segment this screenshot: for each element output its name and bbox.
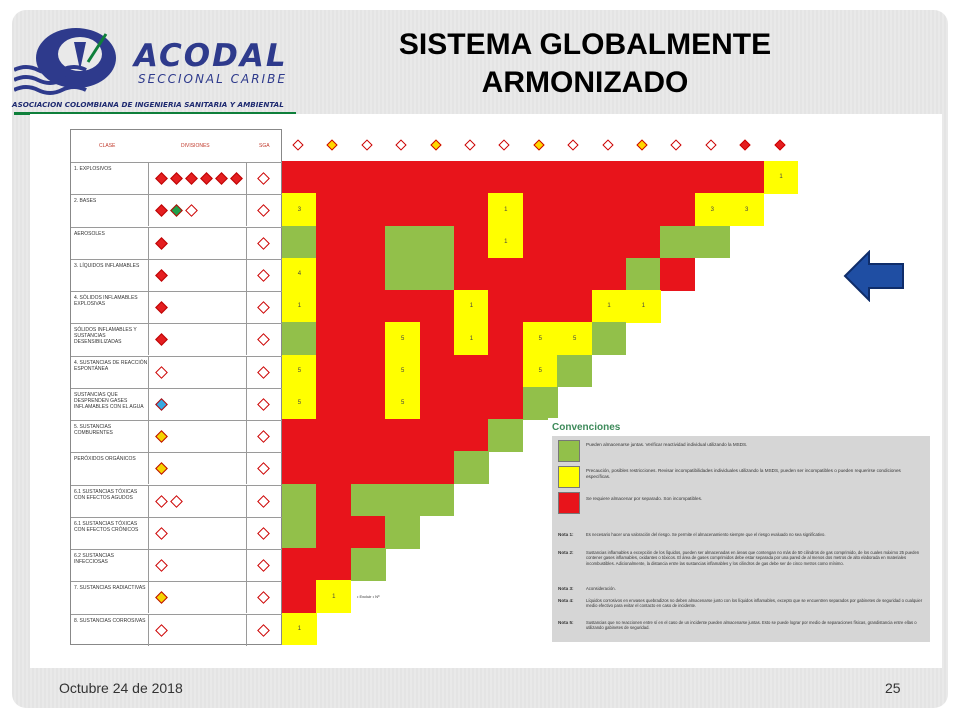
conventions-title: Convenciones bbox=[552, 422, 621, 433]
matrix-cell: 3 bbox=[695, 193, 730, 226]
column-pictogram-icon bbox=[361, 139, 372, 150]
title-line-1: SISTEMA GLOBALMENTE bbox=[398, 28, 772, 61]
hazard-pictogram-icon bbox=[155, 398, 168, 411]
row-divisions bbox=[149, 324, 247, 355]
matrix-cell bbox=[454, 387, 489, 420]
matrix-cell bbox=[592, 258, 627, 291]
sga-pictogram-icon bbox=[257, 462, 270, 475]
matrix-cell bbox=[351, 451, 386, 484]
row-sga bbox=[247, 324, 283, 355]
row-class-label: 4. SÓLIDOS INFLAMABLES EXPLOSIVAS bbox=[71, 292, 149, 323]
matrix-cell bbox=[420, 290, 455, 323]
row-class-label: 3. LÍQUIDOS INFLAMABLES bbox=[71, 260, 149, 291]
matrix-cell bbox=[385, 516, 420, 549]
matrix-cell bbox=[316, 193, 351, 226]
legend-text-yellow: Precaución, posibles restricciones. Revisar incompatibilidades individuales utilizando la MSDS, pueden ser incompatibles o pueden requerirse condiciones específicas. bbox=[586, 468, 901, 479]
matrix-cell bbox=[557, 161, 592, 194]
sga-pictogram-icon bbox=[257, 430, 270, 443]
matrix-cell: 3 bbox=[729, 193, 764, 226]
hazard-pictogram-icon bbox=[155, 591, 168, 604]
row-sga bbox=[247, 292, 283, 323]
sga-pictogram-icon bbox=[257, 624, 270, 637]
matrix-cell bbox=[316, 258, 351, 291]
row-class-label: PERÓXIDOS ORGÁNICOS bbox=[71, 453, 149, 484]
row-divisions bbox=[149, 550, 247, 581]
matrix-cell bbox=[488, 355, 523, 388]
matrix-cell bbox=[695, 161, 730, 194]
column-pictogram-icon bbox=[671, 139, 682, 150]
sga-pictogram-icon bbox=[257, 495, 270, 508]
table-row bbox=[71, 259, 283, 291]
sga-pictogram-icon bbox=[257, 398, 270, 411]
sga-pictogram-icon bbox=[257, 333, 270, 346]
sga-pictogram-icon bbox=[257, 269, 270, 282]
matrix-cell bbox=[351, 258, 386, 291]
matrix-cell bbox=[420, 226, 455, 259]
matrix-cell bbox=[316, 161, 351, 194]
hazard-pictogram-icon bbox=[155, 172, 168, 185]
column-pictogram-icon bbox=[740, 139, 751, 150]
footer-date: Octubre 24 de 2018 bbox=[59, 680, 183, 696]
matrix-cell bbox=[420, 484, 455, 517]
column-pictogram-icon bbox=[499, 139, 510, 150]
matrix-cell bbox=[523, 290, 558, 323]
matrix-cell bbox=[385, 161, 420, 194]
row-divisions bbox=[149, 518, 247, 549]
table-row bbox=[71, 356, 283, 388]
hazard-pictogram-icon bbox=[230, 172, 243, 185]
row-sga bbox=[247, 615, 283, 646]
matrix-cell: 1 bbox=[454, 290, 489, 323]
matrix-cell bbox=[351, 419, 386, 452]
hazard-pictogram-icon bbox=[155, 366, 168, 379]
matrix-cell bbox=[316, 322, 351, 355]
hazard-pictogram-icon bbox=[155, 462, 168, 475]
title-line-2: ARMONIZADO bbox=[481, 66, 689, 99]
matrix-cell bbox=[316, 516, 351, 549]
row-divisions bbox=[149, 163, 247, 194]
table-header bbox=[71, 130, 283, 162]
row-class-label: SUSTANCIAS QUE DESPRENDEN GASES INFLAMABLES CON EL AGUA bbox=[71, 389, 149, 420]
matrix-cell bbox=[454, 451, 489, 484]
column-pictogram-icon bbox=[396, 139, 407, 150]
row-sga bbox=[247, 453, 283, 484]
matrix-cell bbox=[660, 226, 695, 259]
matrix-cell bbox=[626, 161, 661, 194]
row-class-label: AEROSOLES bbox=[71, 228, 149, 259]
matrix-cell bbox=[523, 193, 558, 226]
matrix-cell bbox=[660, 193, 695, 226]
matrix-cell bbox=[316, 290, 351, 323]
matrix-cell bbox=[351, 290, 386, 323]
hazard-pictogram-icon bbox=[155, 624, 168, 637]
matrix-cell bbox=[282, 226, 317, 259]
matrix-cell bbox=[626, 226, 661, 259]
conventions-box bbox=[552, 436, 930, 642]
matrix-cell bbox=[420, 355, 455, 388]
row-sga bbox=[247, 518, 283, 549]
row-class-label: SÓLIDOS INFLAMABLES Y SUSTANCIAS DESENSIBILIZADAS bbox=[71, 324, 149, 355]
sga-pictogram-icon bbox=[257, 301, 270, 314]
matrix-cell bbox=[523, 258, 558, 291]
legend-swatch-red bbox=[558, 492, 580, 514]
matrix-cell bbox=[282, 451, 317, 484]
hazard-pictogram-icon bbox=[155, 527, 168, 540]
column-pictogram-icon bbox=[602, 139, 613, 150]
note-1-label: Nota 1: bbox=[558, 532, 574, 537]
legend-swatch-green bbox=[558, 440, 580, 462]
matrix-cell bbox=[454, 419, 489, 452]
matrix-cell bbox=[488, 322, 523, 355]
matrix-cell: 5 bbox=[523, 355, 558, 388]
row-sga bbox=[247, 550, 283, 581]
matrix-cell: 1 bbox=[282, 290, 317, 323]
matrix-cell bbox=[385, 419, 420, 452]
note-2-text: Sustancias inflamables a excepción de los líquidos, pueden ser almacenadas en áreas que contengan no más de 50 cilindros de gas comprimido, de los cuales máximo 25 pueden contener gases inflamables, oxidantes o tóxicos. El área de gases comprimidos debe estar separada por una pared de al menos dos metros de alto elaborada en materiales incombustibles. Adicionalmente, la distancia entre las sustancias inflamables y los cilindros de gas debe ser de cinco metros como mínimo. bbox=[586, 550, 920, 566]
hazard-pictogram-icon bbox=[170, 172, 183, 185]
hazard-pictogram-icon bbox=[170, 495, 183, 508]
matrix-cell bbox=[523, 226, 558, 259]
column-pictogram-icon bbox=[327, 139, 338, 150]
note-4-label: Nota 4: bbox=[558, 598, 574, 603]
matrix-cell bbox=[488, 161, 523, 194]
matrix-cell bbox=[385, 484, 420, 517]
hazard-pictogram-icon bbox=[155, 269, 168, 282]
matrix-cell bbox=[660, 161, 695, 194]
matrix-cell bbox=[351, 322, 386, 355]
table-row bbox=[71, 549, 283, 581]
matrix-cell bbox=[385, 451, 420, 484]
matrix-cell bbox=[454, 355, 489, 388]
matrix-cell bbox=[316, 548, 351, 581]
matrix-cell: 1 bbox=[764, 161, 799, 194]
row-sga bbox=[247, 163, 283, 194]
header-divisiones: DIVISIONES bbox=[181, 143, 210, 149]
hazard-pictogram-icon bbox=[215, 172, 228, 185]
legend-swatch-yellow bbox=[558, 466, 580, 488]
matrix-cell bbox=[385, 258, 420, 291]
row-divisions bbox=[149, 421, 247, 452]
matrix-cell: 5 bbox=[523, 322, 558, 355]
sga-pictogram-icon bbox=[257, 591, 270, 604]
hazard-pictogram-icon bbox=[155, 333, 168, 346]
matrix-cell: 5 bbox=[385, 355, 420, 388]
sga-pictogram-icon bbox=[257, 559, 270, 572]
table-row bbox=[71, 388, 283, 420]
acodal-emblem-icon bbox=[14, 24, 134, 104]
matrix-cell: 3 bbox=[282, 193, 317, 226]
column-pictogram-icon bbox=[430, 139, 441, 150]
column-pictogram-icon bbox=[636, 139, 647, 150]
matrix-cell bbox=[385, 290, 420, 323]
matrix-cell bbox=[488, 387, 523, 420]
matrix-cell bbox=[316, 387, 351, 420]
matrix-cell bbox=[592, 193, 627, 226]
column-pictogram-icon bbox=[568, 139, 579, 150]
legend-text-red: Se requiere almacenar por separado. Son incompatibles. bbox=[586, 496, 703, 501]
matrix-cell bbox=[351, 548, 386, 581]
matrix-cell: 5 bbox=[385, 322, 420, 355]
table-row bbox=[71, 452, 283, 484]
row-class-label: 6.1 SUSTANCIAS TÓXICAS CON EFECTOS CRÓNICOS bbox=[71, 518, 149, 549]
matrix-cell bbox=[316, 451, 351, 484]
matrix-cell: 1 bbox=[488, 226, 523, 259]
table-row bbox=[71, 227, 283, 259]
row-class-label: 6.1 SUSTANCIAS TÓXICAS CON EFECTOS AGUDOS bbox=[71, 486, 149, 517]
matrix-cell bbox=[420, 258, 455, 291]
column-pictogram-icon bbox=[464, 139, 475, 150]
note-2-label: Nota 2: bbox=[558, 550, 574, 555]
left-arrow-icon bbox=[843, 250, 905, 302]
hazard-pictogram-icon bbox=[155, 430, 168, 443]
matrix-cell bbox=[420, 161, 455, 194]
matrix-cell bbox=[557, 226, 592, 259]
table-row bbox=[71, 614, 283, 646]
excluir-annotation: • Excluir • Nº bbox=[357, 594, 380, 599]
matrix-cell bbox=[592, 161, 627, 194]
hazard-pictogram-icon bbox=[185, 172, 198, 185]
matrix-cell bbox=[557, 290, 592, 323]
matrix-cell bbox=[420, 419, 455, 452]
matrix-cell bbox=[454, 258, 489, 291]
matrix-cell: 1 bbox=[454, 322, 489, 355]
matrix-cell bbox=[626, 258, 661, 291]
matrix-cell bbox=[420, 451, 455, 484]
matrix-cell bbox=[316, 419, 351, 452]
matrix-cell bbox=[626, 193, 661, 226]
matrix-cell bbox=[282, 516, 317, 549]
table-row bbox=[71, 194, 283, 226]
row-class-label: 8. SUSTANCIAS CORROSIVAS bbox=[71, 615, 149, 646]
matrix-cell: 5 bbox=[282, 355, 317, 388]
row-divisions bbox=[149, 195, 247, 226]
row-sga bbox=[247, 195, 283, 226]
matrix-cell bbox=[454, 193, 489, 226]
sga-pictogram-icon bbox=[257, 237, 270, 250]
matrix-cell bbox=[660, 258, 695, 291]
matrix-cell bbox=[488, 419, 523, 452]
matrix-cell: 1 bbox=[488, 193, 523, 226]
matrix-cell bbox=[592, 226, 627, 259]
matrix-cell bbox=[557, 355, 592, 388]
row-sga bbox=[247, 389, 283, 420]
matrix-cell bbox=[695, 226, 730, 259]
hazard-pictogram-icon bbox=[155, 495, 168, 508]
column-pictogram-icon bbox=[705, 139, 716, 150]
matrix-cell bbox=[592, 322, 627, 355]
matrix-cell bbox=[385, 226, 420, 259]
matrix-cell bbox=[351, 193, 386, 226]
matrix-cell bbox=[454, 161, 489, 194]
matrix-cell bbox=[351, 355, 386, 388]
matrix-cell: 1 bbox=[316, 580, 351, 613]
logo-caption: ASOCIACION COLOMBIANA DE INGENIERIA SANITARIA Y AMBIENTAL bbox=[12, 100, 284, 109]
matrix-cell bbox=[488, 290, 523, 323]
table-row bbox=[71, 323, 283, 355]
row-class-label: 4. SUSTANCIAS DE REACCIÓN ESPONTÁNEA bbox=[71, 357, 149, 388]
header-sga: SGA bbox=[259, 143, 270, 149]
row-class-label: 5. SUSTANCIAS COMBURENTES bbox=[71, 421, 149, 452]
legend-text-green: Pueden almacenarse juntas. Verificar reactividad individual utilizando la MSDS. bbox=[586, 442, 748, 447]
matrix-cell bbox=[523, 161, 558, 194]
note-3-text: Aconsideración. bbox=[586, 586, 616, 591]
table-row bbox=[71, 420, 283, 452]
header-clase: CLASE bbox=[99, 143, 116, 149]
matrix-cell bbox=[729, 161, 764, 194]
matrix-cell bbox=[557, 193, 592, 226]
matrix-cell bbox=[351, 387, 386, 420]
table-row bbox=[71, 162, 283, 194]
hazard-pictogram-icon bbox=[155, 204, 168, 217]
note-5-text: Sustancias que no reaccionen entre sí en el caso de un incidente pueden almacenarse juntas. Esto se puede lograr por medio de separaciones físicas, grandistancia entre ellas o utilizando gabinetes de seguridad. bbox=[586, 620, 917, 631]
matrix-cell bbox=[282, 322, 317, 355]
matrix-cell bbox=[488, 258, 523, 291]
matrix-cell: 1 bbox=[282, 613, 317, 646]
hazard-pictogram-icon bbox=[185, 204, 198, 217]
row-divisions bbox=[149, 453, 247, 484]
matrix-cell bbox=[420, 322, 455, 355]
table-row bbox=[71, 485, 283, 517]
row-divisions bbox=[149, 228, 247, 259]
column-pictogram-icon bbox=[774, 139, 785, 150]
matrix-cell bbox=[351, 161, 386, 194]
matrix-cell: 5 bbox=[282, 387, 317, 420]
table-row bbox=[71, 581, 283, 613]
matrix-cell bbox=[282, 419, 317, 452]
row-sga bbox=[247, 486, 283, 517]
matrix-cell bbox=[316, 226, 351, 259]
row-sga bbox=[247, 357, 283, 388]
table-row bbox=[71, 517, 283, 549]
matrix-cell bbox=[454, 226, 489, 259]
row-class-label: 7. SUSTANCIAS RADIACTIVAS bbox=[71, 582, 149, 613]
conventions-panel bbox=[548, 418, 932, 644]
row-class-label: 1. EXPLOSIVOS bbox=[71, 163, 149, 194]
matrix-cell: 5 bbox=[557, 322, 592, 355]
classes-table bbox=[70, 129, 282, 645]
row-divisions bbox=[149, 260, 247, 291]
column-pictogram-icon bbox=[533, 139, 544, 150]
matrix-cell: 1 bbox=[592, 290, 627, 323]
sga-pictogram-icon bbox=[257, 172, 270, 185]
hazard-pictogram-icon bbox=[155, 237, 168, 250]
row-sga bbox=[247, 582, 283, 613]
logo-subtitle: SECCIONAL CARIBE bbox=[138, 72, 287, 86]
row-class-label: 2. BASES bbox=[71, 195, 149, 226]
matrix-cell: 1 bbox=[626, 290, 661, 323]
note-4-text: Líquidos corrosivos en envases quebradizos no deben almacenarse junto con los líquidos inflamables, excepto que se encuentren separados por gabinetes de seguridad o cualquier medio efectivo para evitar el contacto en caso de incidente. bbox=[586, 598, 923, 609]
matrix-cell bbox=[316, 355, 351, 388]
hazard-pictogram-icon bbox=[155, 301, 168, 314]
table-row bbox=[71, 291, 283, 323]
sga-pictogram-icon bbox=[257, 527, 270, 540]
note-5-label: Nota 5: bbox=[558, 620, 574, 625]
matrix-cell bbox=[282, 161, 317, 194]
row-divisions bbox=[149, 486, 247, 517]
matrix-cell bbox=[351, 484, 386, 517]
matrix-cell bbox=[420, 193, 455, 226]
matrix-cell bbox=[523, 387, 558, 420]
matrix-cell bbox=[282, 548, 317, 581]
matrix-cell bbox=[351, 226, 386, 259]
logo-name: ACODAL bbox=[134, 38, 288, 74]
matrix-cell bbox=[385, 193, 420, 226]
row-sga bbox=[247, 421, 283, 452]
sga-pictogram-icon bbox=[257, 366, 270, 379]
acodal-logo bbox=[14, 24, 299, 114]
note-1-text: Es necesario hacer una valoración del riesgo. Se permite el almacenamiento siempre que el riesgo evaluado no sea significativo. bbox=[586, 532, 826, 537]
row-divisions bbox=[149, 615, 247, 646]
matrix-cell bbox=[316, 484, 351, 517]
matrix-cell bbox=[282, 580, 317, 613]
row-divisions bbox=[149, 357, 247, 388]
matrix-cell: 5 bbox=[385, 387, 420, 420]
row-sga bbox=[247, 260, 283, 291]
row-sga bbox=[247, 228, 283, 259]
row-divisions bbox=[149, 582, 247, 613]
matrix-cell bbox=[420, 387, 455, 420]
row-class-label: 6.2 SUSTANCIAS INFECCIOSAS bbox=[71, 550, 149, 581]
hazard-pictogram-icon bbox=[200, 172, 213, 185]
sga-pictogram-icon bbox=[257, 204, 270, 217]
matrix-cell: 4 bbox=[282, 258, 317, 291]
column-pictogram-icon bbox=[292, 139, 303, 150]
matrix-cell bbox=[351, 516, 386, 549]
row-divisions bbox=[149, 389, 247, 420]
slide-number: 25 bbox=[885, 680, 901, 696]
hazard-pictogram-icon bbox=[170, 204, 183, 217]
note-3-label: Nota 3: bbox=[558, 586, 574, 591]
slide-title bbox=[315, 26, 855, 102]
row-divisions bbox=[149, 292, 247, 323]
hazard-pictogram-icon bbox=[155, 559, 168, 572]
matrix-cell bbox=[282, 484, 317, 517]
matrix-cell bbox=[557, 258, 592, 291]
